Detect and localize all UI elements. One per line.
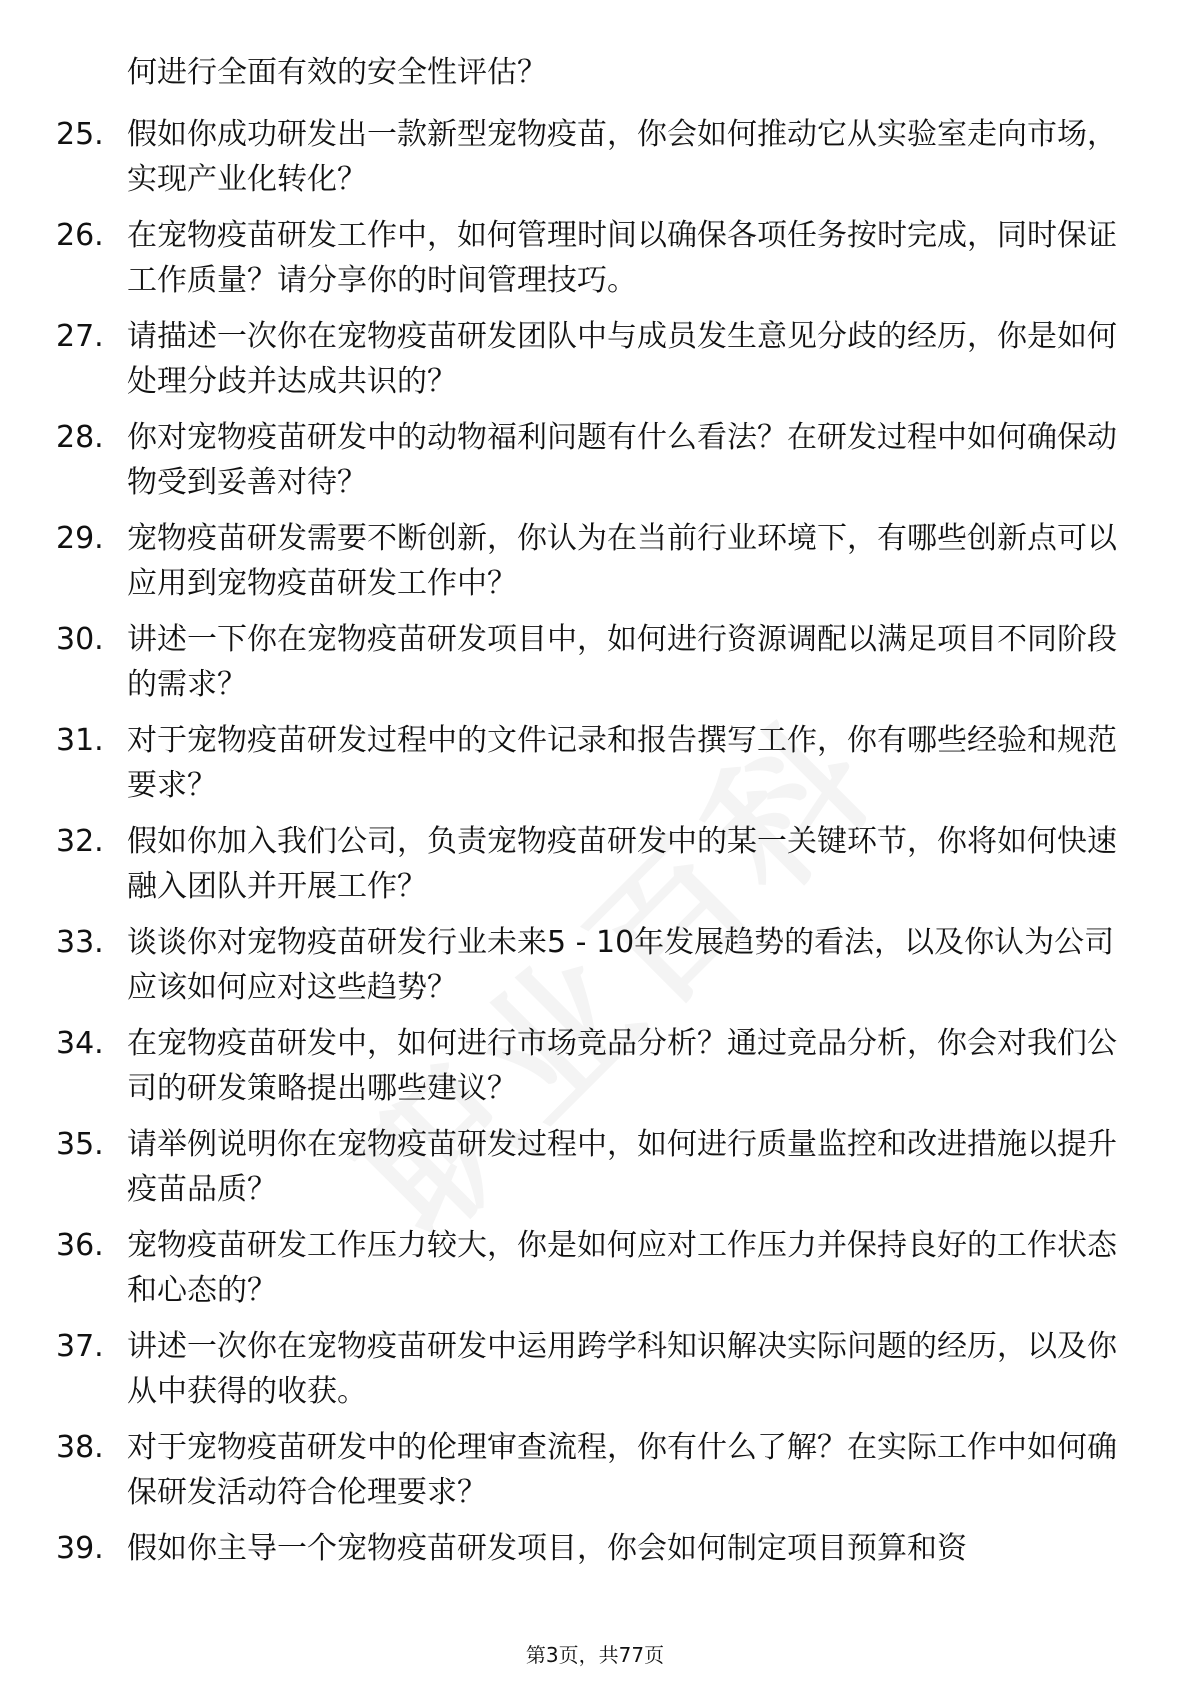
question-text: 宠物疫苗研发需要不断创新，你认为在当前行业环境下，有哪些创新点可以应用到宠物疫苗研发工作中？	[127, 521, 1117, 601]
question-item	[0, 415, 1190, 516]
question-number: 36.	[56, 1228, 104, 1263]
question-number: 38.	[56, 1430, 104, 1465]
question-item	[0, 314, 1190, 415]
question-number: 31.	[56, 723, 104, 758]
question-number: 32.	[56, 824, 104, 859]
question-item	[0, 1425, 1190, 1526]
question-item	[0, 1324, 1190, 1425]
question-text: 假如你成功研发出一款新型宠物疫苗，你会如何推动它从实验室走向市场，实现产业化转化？	[127, 117, 1117, 197]
question-number: 25.	[56, 117, 104, 152]
question-text: 对于宠物疫苗研发过程中的文件记录和报告撰写工作，你有哪些经验和规范要求？	[127, 723, 1117, 803]
question-item	[0, 213, 1190, 314]
question-item	[0, 819, 1190, 920]
question-item	[0, 1021, 1190, 1122]
question-text: 你对宠物疫苗研发中的动物福利问题有什么看法？在研发过程中如何确保动物受到妥善对待？	[127, 420, 1117, 500]
question-text: 假如你加入我们公司，负责宠物疫苗研发中的某一关键环节，你将如何快速融入团队并开展工作？	[127, 824, 1117, 904]
page-footer: 第3页，共77页	[525, 1643, 665, 1667]
question-text: 在宠物疫苗研发工作中，如何管理时间以确保各项任务按时完成，同时保证工作质量？请分享你的时间管理技巧。	[127, 218, 1117, 298]
question-item	[0, 617, 1190, 718]
question-item	[0, 1122, 1190, 1223]
question-text: 假如你主导一个宠物疫苗研发项目，你会如何制定项目预算和资	[127, 1531, 967, 1566]
question-number: 30.	[56, 622, 104, 657]
question-number: 33.	[56, 925, 104, 960]
question-number: 28.	[56, 420, 104, 455]
question-item	[0, 920, 1190, 1021]
question-number: 35.	[56, 1127, 104, 1162]
question-number: 37.	[56, 1329, 104, 1364]
question-text: 讲述一下你在宠物疫苗研发项目中，如何进行资源调配以满足项目不同阶段的需求？	[127, 622, 1117, 702]
question-number: 27.	[56, 319, 104, 354]
question-text: 请描述一次你在宠物疫苗研发团队中与成员发生意见分歧的经历，你是如何处理分歧并达成共识的？	[127, 319, 1117, 399]
question-text: 宠物疫苗研发工作压力较大，你是如何应对工作压力并保持良好的工作状态和心态的？	[127, 1228, 1117, 1308]
question-item	[0, 1223, 1190, 1324]
question-item	[0, 1526, 1190, 1627]
question-number: 29.	[56, 521, 104, 556]
question-text: 对于宠物疫苗研发中的伦理审查流程，你有什么了解？在实际工作中如何确保研发活动符合伦理要求？	[127, 1430, 1117, 1510]
question-number: 26.	[56, 218, 104, 253]
question-text: 谈谈你对宠物疫苗研发行业未来5 - 10年发展趋势的看法，以及你认为公司应该如何应对这些趋势？	[127, 925, 1115, 1005]
question-text: 在宠物疫苗研发中，如何进行市场竞品分析？通过竞品分析，你会对我们公司的研发策略提出哪些建议？	[127, 1026, 1117, 1106]
continued-question-text: 何进行全面有效的安全性评估？	[127, 55, 547, 90]
question-list	[0, 112, 1190, 1627]
question-text: 讲述一次你在宠物疫苗研发中运用跨学科知识解决实际问题的经历，以及你从中获得的收获。	[127, 1329, 1117, 1409]
question-number: 34.	[56, 1026, 104, 1061]
question-item	[0, 112, 1190, 213]
question-number: 39.	[56, 1531, 104, 1566]
question-text: 请举例说明你在宠物疫苗研发过程中，如何进行质量监控和改进措施以提升疫苗品质？	[127, 1127, 1117, 1207]
question-item	[0, 516, 1190, 617]
question-item	[0, 718, 1190, 819]
